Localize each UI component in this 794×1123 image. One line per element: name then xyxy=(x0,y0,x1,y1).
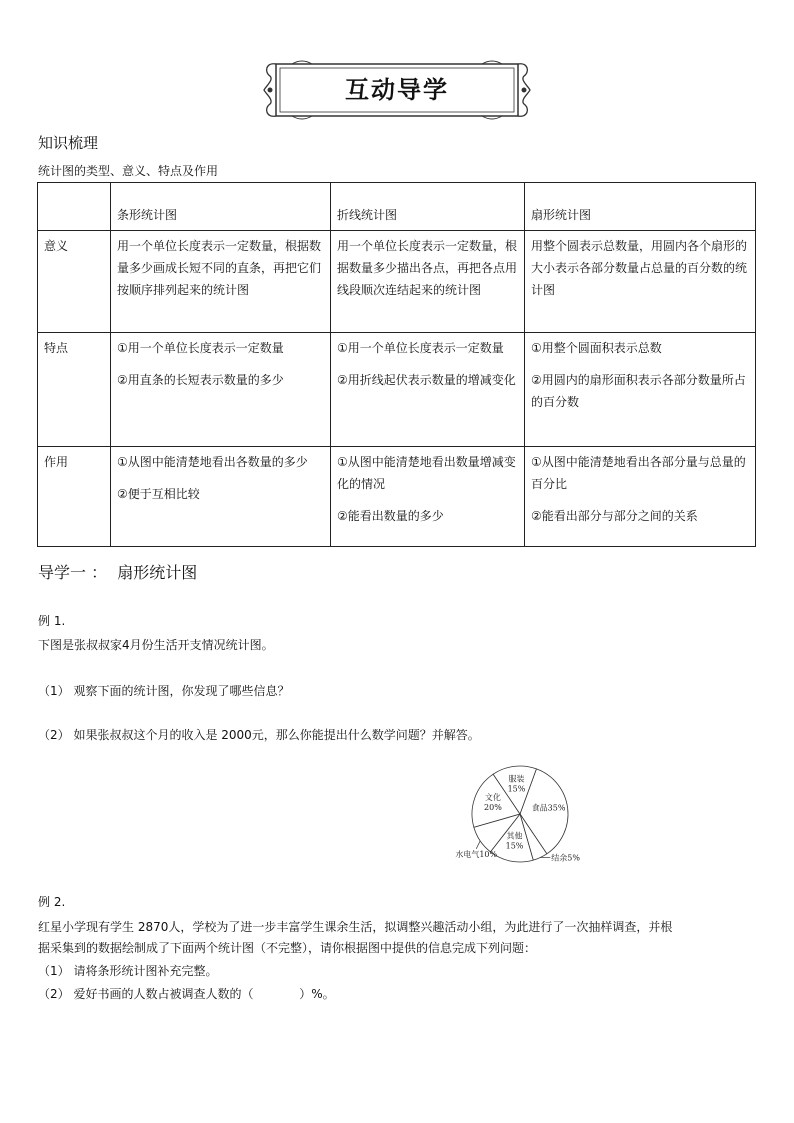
pie-label-食品: 食品35% xyxy=(531,803,566,813)
pie-label-其他: 其他 xyxy=(506,831,523,841)
table-cell xyxy=(525,231,756,333)
section-heading-pie: 导学一 ： 扇形统计图 xyxy=(38,563,198,582)
cell-text: ②能看出部分与部分之间的关系 xyxy=(531,509,698,523)
table-cell xyxy=(331,447,525,547)
example-2-intro-line-2: 据采集到的数据绘制成了下面两个统计图（不完整），请你根据图中提供的信息完成下列问题： xyxy=(38,941,537,955)
table-corner-cell xyxy=(38,183,111,231)
cell-text: ①从图中能清楚地看出各部分量与总量的百分比 xyxy=(531,455,746,491)
example-2-label: 例 2. xyxy=(38,895,66,909)
row-label-usage: 作用 xyxy=(38,447,111,547)
cell-text: ②便于互相比较 xyxy=(117,487,200,501)
example-1-question-1: （1） 观察下面的统计图，你发现了哪些信息？ xyxy=(38,684,290,698)
pie-pct-label-其他: 15% xyxy=(505,841,524,851)
cell-text: ①用一个单位长度表示一定数量 xyxy=(117,341,284,355)
table-cell xyxy=(111,447,331,547)
section-subheading: 统计图的类型、意义、特点及作用 xyxy=(38,164,219,178)
pie-leader-line xyxy=(476,841,480,849)
pie-pct-label-文化: 20% xyxy=(484,803,502,813)
table-cell xyxy=(525,447,756,547)
cell-text: ②用折线起伏表示数量的增减变化 xyxy=(337,373,516,387)
cell-text: ②用圆内的扇形面积表示各部分数量所占的百分数 xyxy=(531,373,746,409)
example-1-label: 例 1. xyxy=(38,614,66,628)
row-label-meaning: 意义 xyxy=(38,231,111,333)
expense-pie-chart xyxy=(455,762,630,880)
page-title: 互动导学 xyxy=(345,75,449,104)
knowledge-table xyxy=(37,182,756,547)
pie-label-结余: 结余5% xyxy=(551,853,580,863)
cell-text: ①用一个单位长度表示一定数量 xyxy=(337,341,504,355)
cell-text: ②用直条的长短表示数量的多少 xyxy=(117,373,284,387)
example-2-question-2: （2） 爱好书画的人数占被调查人数的（ ）%。 xyxy=(38,987,335,1001)
pie-pct-label-服装: 15% xyxy=(507,784,526,794)
table-cell xyxy=(111,231,331,333)
table-row xyxy=(38,231,756,333)
example-2-intro-line-1: 红星小学现有学生 2870人，学校为了进一步丰富学生课余生活，拟调整兴趣活动小组，为此进行了一次抽样调查，并根 xyxy=(38,920,673,934)
table-cell xyxy=(525,333,756,447)
column-header-pie-chart: 扇形统计图 xyxy=(525,183,756,231)
pie-label-水电气: 水电气10% xyxy=(455,849,498,859)
example-2-question-1: （1） 请将条形统计图补充完整。 xyxy=(38,964,218,978)
cell-text: ①用整个圆面积表示总数 xyxy=(531,341,662,355)
column-header-line-chart: 折线统计图 xyxy=(331,183,525,231)
cell-text: ①从图中能清楚地看出各数量的多少 xyxy=(117,455,308,469)
cell-text: 用整个圆表示总数量，用圆内各个扇形的大小表示各部分数量占总量的百分数的统计图 xyxy=(531,239,748,297)
example-1-intro: 下图是张叔叔家4月份生活开支情况统计图。 xyxy=(38,638,274,652)
table-row xyxy=(38,333,756,447)
table-cell xyxy=(331,231,525,333)
pie-label-服装: 服装 xyxy=(508,774,525,784)
cell-text: 用一个单位长度表示一定数量，根据数量多少画成长短不同的直条，再把它们按顺序排列起来的统计图 xyxy=(117,239,322,297)
table-cell xyxy=(331,333,525,447)
example-1-question-2: （2） 如果张叔叔这个月的收入是 2000元，那么你能提出什么数学问题？并解答。 xyxy=(38,728,480,742)
table-header-row xyxy=(38,183,756,231)
cell-text: 用一个单位长度表示一定数量，根据数量多少描出各点，再把各点用线段顺次连结起来的统计图 xyxy=(337,239,518,297)
cell-text: ①从图中能清楚地看出数量增减变化的情况 xyxy=(337,455,516,491)
row-label-features: 特点 xyxy=(38,333,111,447)
cell-text: ②能看出数量的多少 xyxy=(337,509,444,523)
column-header-bar-chart: 条形统计图 xyxy=(111,183,331,231)
title-frame xyxy=(262,58,532,122)
table-cell xyxy=(111,333,331,447)
pie-label-文化: 文化 xyxy=(484,793,501,803)
table-row xyxy=(38,447,756,547)
section-heading-knowledge: 知识梳理 xyxy=(38,134,99,152)
